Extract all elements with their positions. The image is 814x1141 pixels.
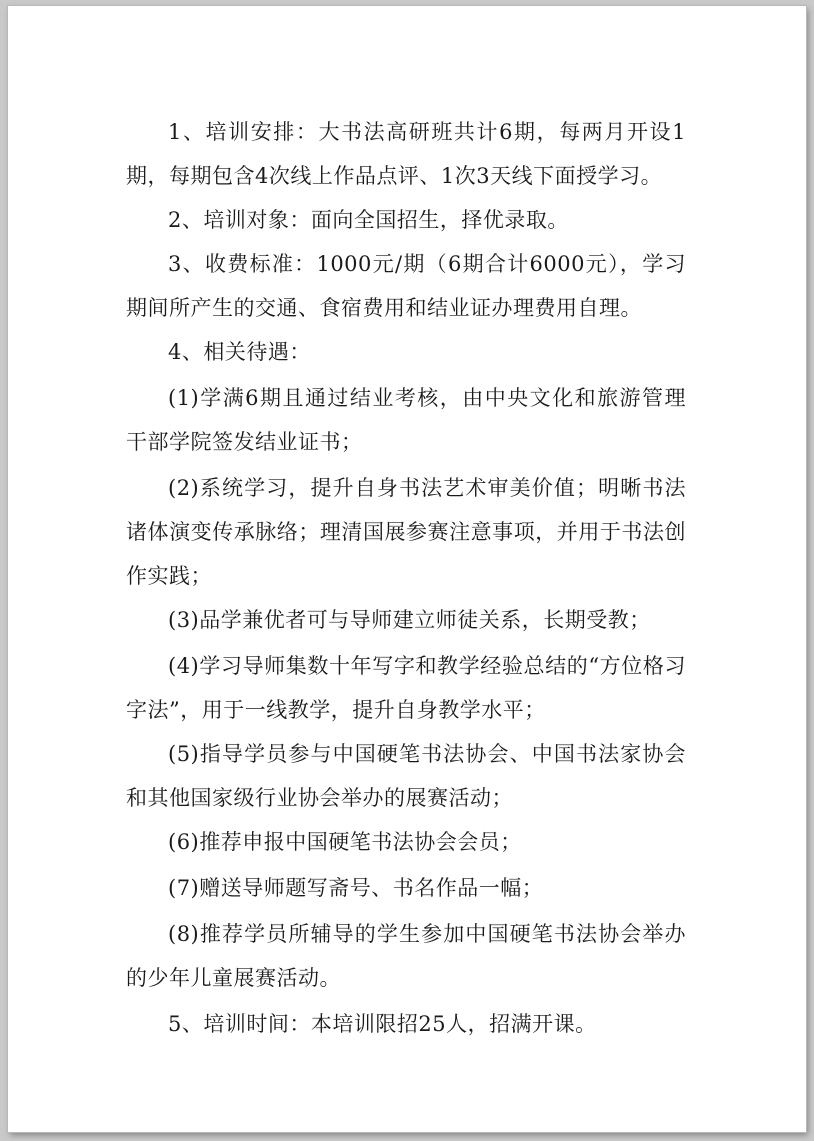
paragraph-benefit-3: (3)品学兼优者可与导师建立师徒关系，长期受教； — [168, 608, 651, 632]
paragraph-training-target: 2、培训对象：面向全国招生，择优录取。 — [168, 208, 569, 232]
paragraph-benefit-5: (5)指导学员参与中国硬笔书法协会、中国书法家协会和其他国家级行业协会举办的展赛活动； — [126, 742, 686, 810]
paragraph-fee-standard: 3、收费标准：1000元/期（6期合计6000元），学习期间所产生的交通、食宿费用和结业证办理费用自理。 — [126, 252, 686, 320]
paragraph-benefit-7: (7)赠送导师题写斋号、书名作品一幅； — [168, 876, 544, 900]
paragraph-benefit-4: (4)学习导师集数十年写字和教学经验总结的“方位格习字法”，用于一线教学，提升自身教学水平； — [126, 654, 686, 722]
paragraph-benefit-6: (6)推荐申报中国硬笔书法协会会员； — [168, 830, 522, 854]
paragraph-benefits-heading: 4、相关待遇： — [168, 340, 311, 364]
paragraph-benefit-2: (2)系统学习，提升自身书法艺术审美价值；明晰书法诸体演变传承脉络；理清国展参赛注意事项，并用于书法创作实践； — [126, 476, 686, 588]
paragraph-benefit-1: (1)学满6期且通过结业考核，由中央文化和旅游管理干部学院签发结业证书； — [126, 386, 686, 454]
paragraph-training-time: 5、培训时间：本培训限招25人，招满开课。 — [168, 1012, 597, 1036]
paragraph-training-arrangement: 1、培训安排：大书法高研班共计6期，每两月开设1期，每期包含4次线上作品点评、1次3天线下面授学习。 — [126, 120, 686, 188]
paragraph-benefit-8: (8)推荐学员所辅导的学生参加中国硬笔书法协会举办的少年儿童展赛活动。 — [126, 922, 686, 990]
document-page — [8, 6, 806, 1132]
